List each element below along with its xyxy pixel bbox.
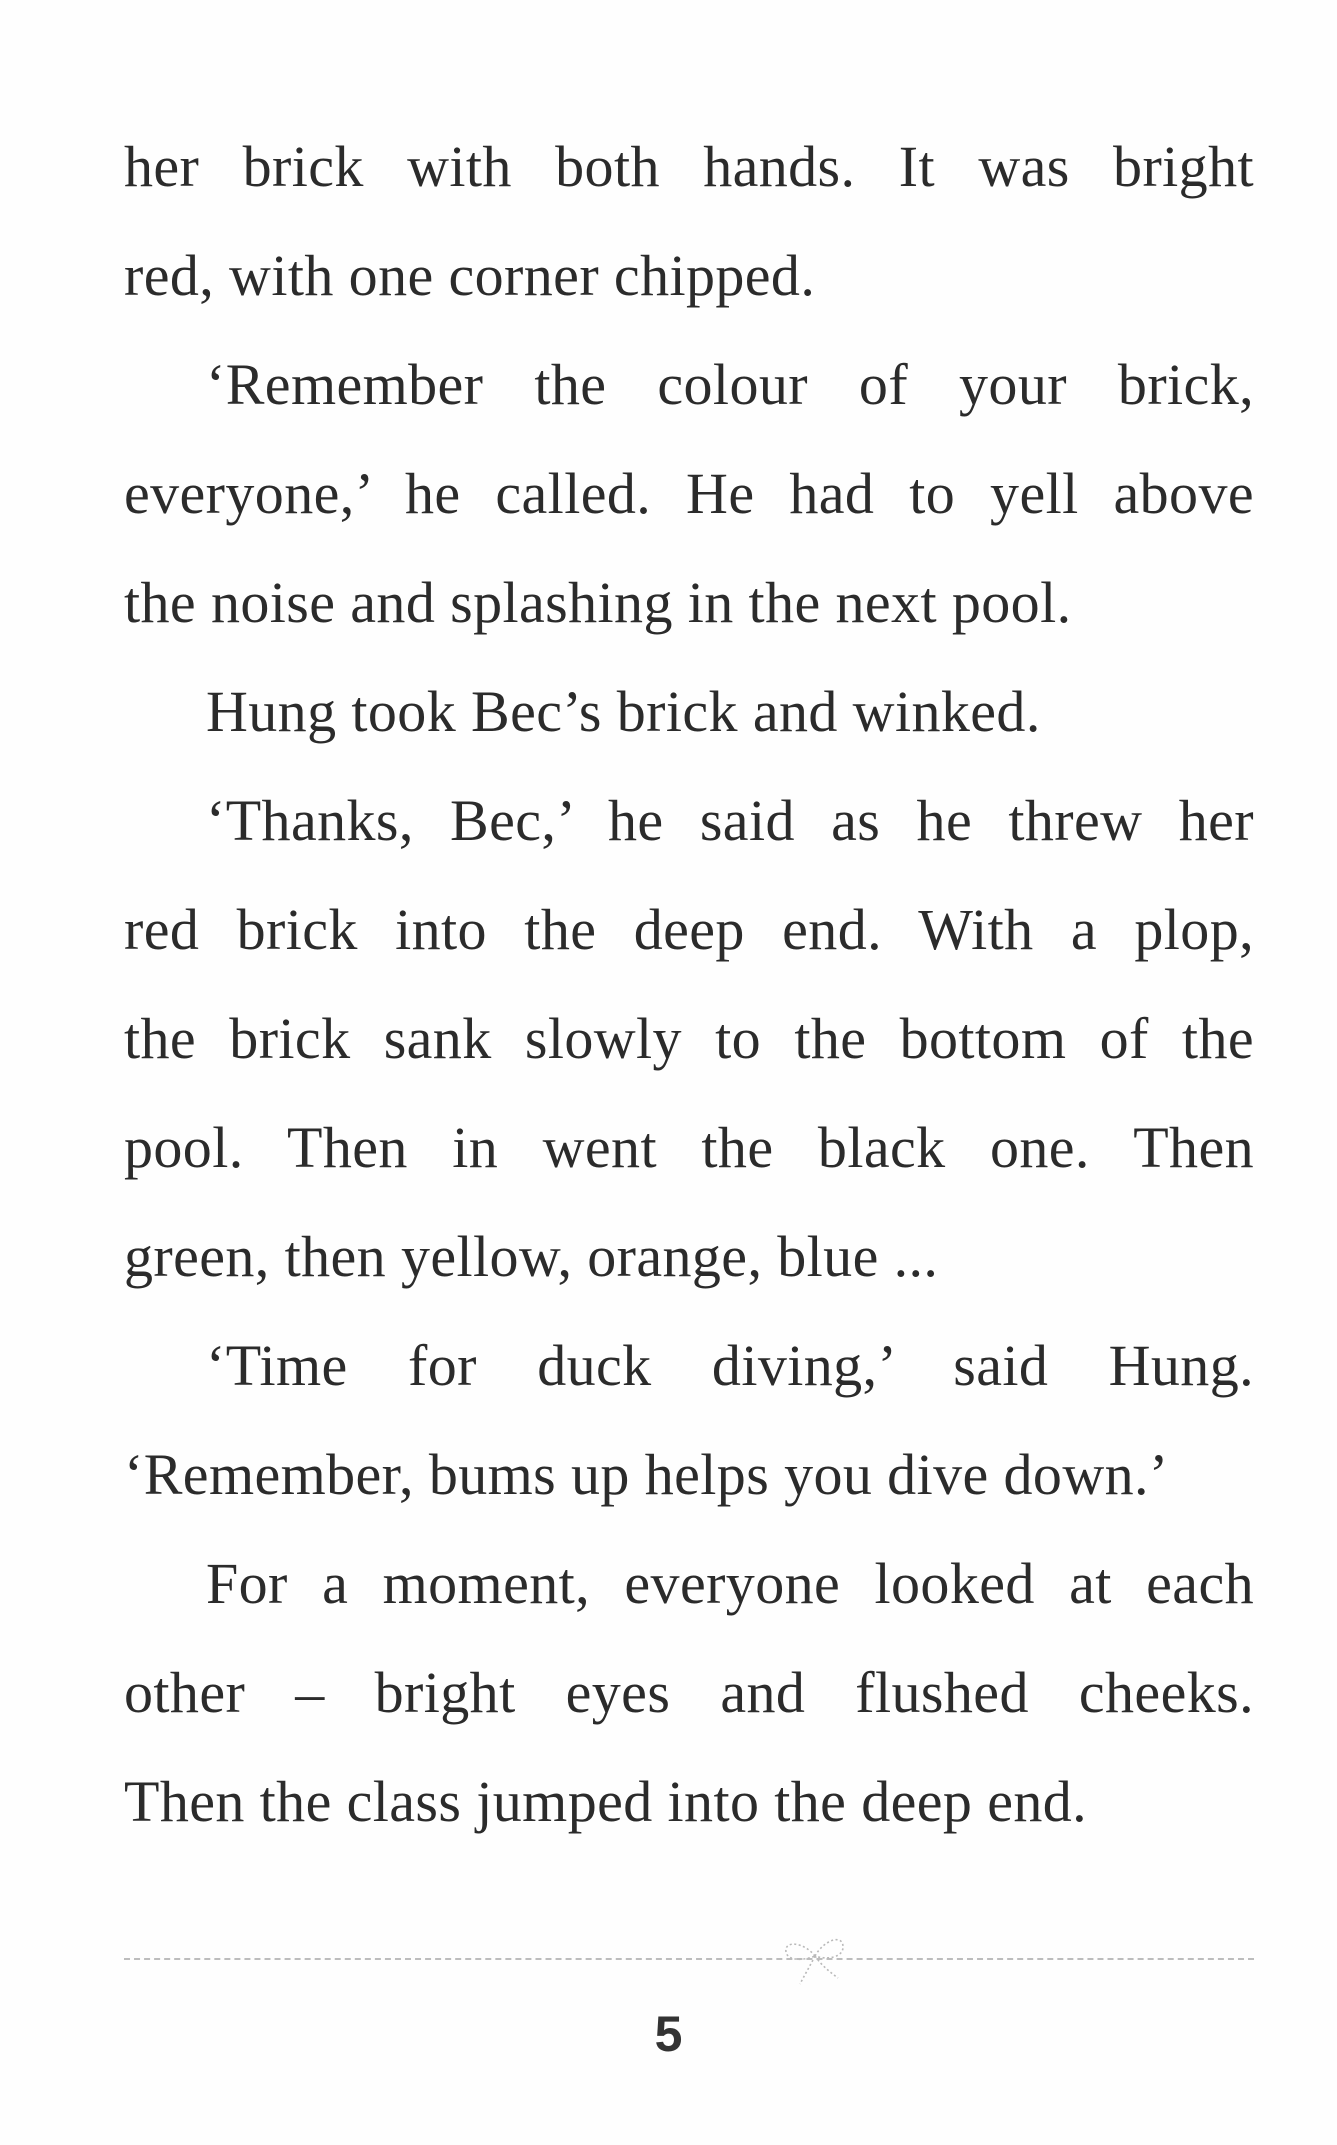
- text-line: Hung took Bec’s brick and winked.: [206, 679, 1041, 744]
- text-line: red, with one corner chipped.: [124, 243, 816, 308]
- text-line: For a moment, everyone looked at each: [206, 1551, 1254, 1616]
- dashed-divider: [124, 1958, 1254, 1960]
- text-line: ‘Remember, bums up helps you dive down.’: [124, 1442, 1169, 1507]
- body-text: [124, 112, 1254, 1856]
- text-line: the noise and splashing in the next pool.: [124, 570, 1072, 635]
- text-line: green, then yellow, orange, blue ...: [124, 1224, 939, 1289]
- text-line: ‘Remember the colour of your brick,: [206, 352, 1254, 417]
- bow-icon: [770, 1918, 860, 1988]
- text-line: the brick sank slowly to the bottom of the: [124, 1006, 1254, 1071]
- text-line: Then the class jumped into the deep end.: [124, 1769, 1088, 1834]
- page-number: 5: [654, 2006, 683, 2062]
- text-line: her brick with both hands. It was bright: [124, 134, 1254, 199]
- text-line: everyone,’ he called. He had to yell above: [124, 461, 1254, 526]
- text-line: other – bright eyes and flushed cheeks.: [124, 1660, 1254, 1725]
- text-line: ‘Time for duck diving,’ said Hung.: [206, 1333, 1254, 1398]
- text-line: pool. Then in went the black one. Then: [124, 1115, 1254, 1180]
- text-line: ‘Thanks, Bec,’ he said as he threw her: [206, 788, 1254, 853]
- text-line: red brick into the deep end. With a plop,: [124, 897, 1254, 962]
